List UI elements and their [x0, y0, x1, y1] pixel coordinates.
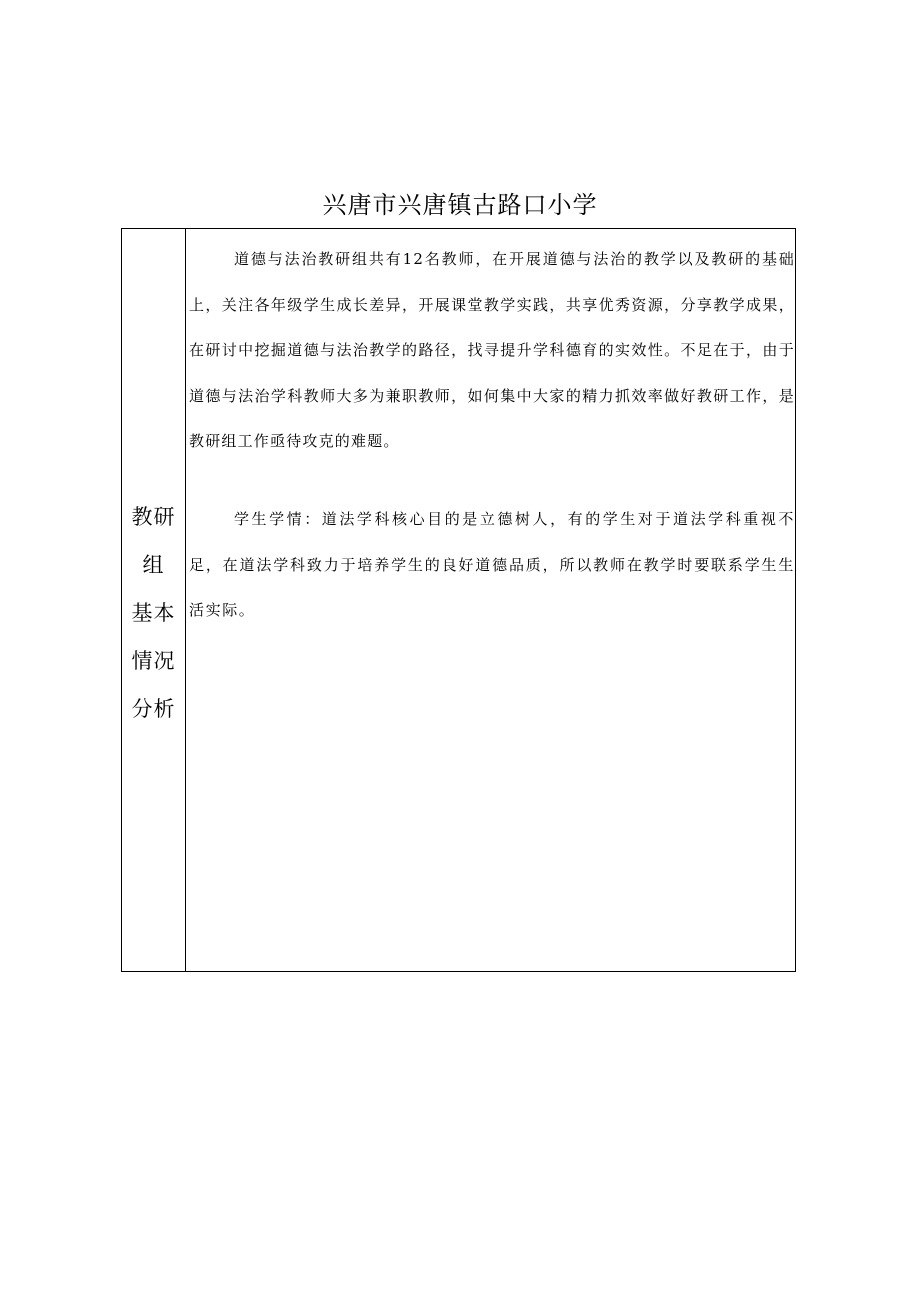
row-label-line: 情况	[131, 649, 176, 673]
row-label	[122, 493, 185, 733]
analysis-paragraph: 道德与法治教研组共有12名教师，在开展道德与法治的教学以及教研的基础上，关注各年级学生成长差异，开展课堂教学实践，共享优秀资源，分享教学成果，在研讨中挖掘道德与法治教学的路径，找寻提升学科德育的实效性。不足在于，由于道德与法治学科教师大多为兼职教师，如何集中大家的精力抓效率做好教研工作，是教研组工作亟待攻克的难题。	[189, 250, 795, 450]
row-label-line: 组	[142, 553, 165, 577]
row-label-line: 分析	[131, 697, 176, 721]
row-label-line: 基本	[131, 601, 176, 625]
row-label-cell	[122, 229, 186, 971]
row-label-line: 教研	[131, 505, 176, 529]
analysis-table	[121, 228, 796, 972]
document-title: 兴唐市兴唐镇古路口小学	[322, 191, 598, 219]
content-cell	[186, 229, 795, 971]
student-situation-paragraph: 学生学情：道法学科核心目的是立德树人，有的学生对于道法学科重视不足，在道法学科致力于培养学生的良好道德品质，所以教师在教学时要联系学生生活实际。	[189, 510, 795, 619]
